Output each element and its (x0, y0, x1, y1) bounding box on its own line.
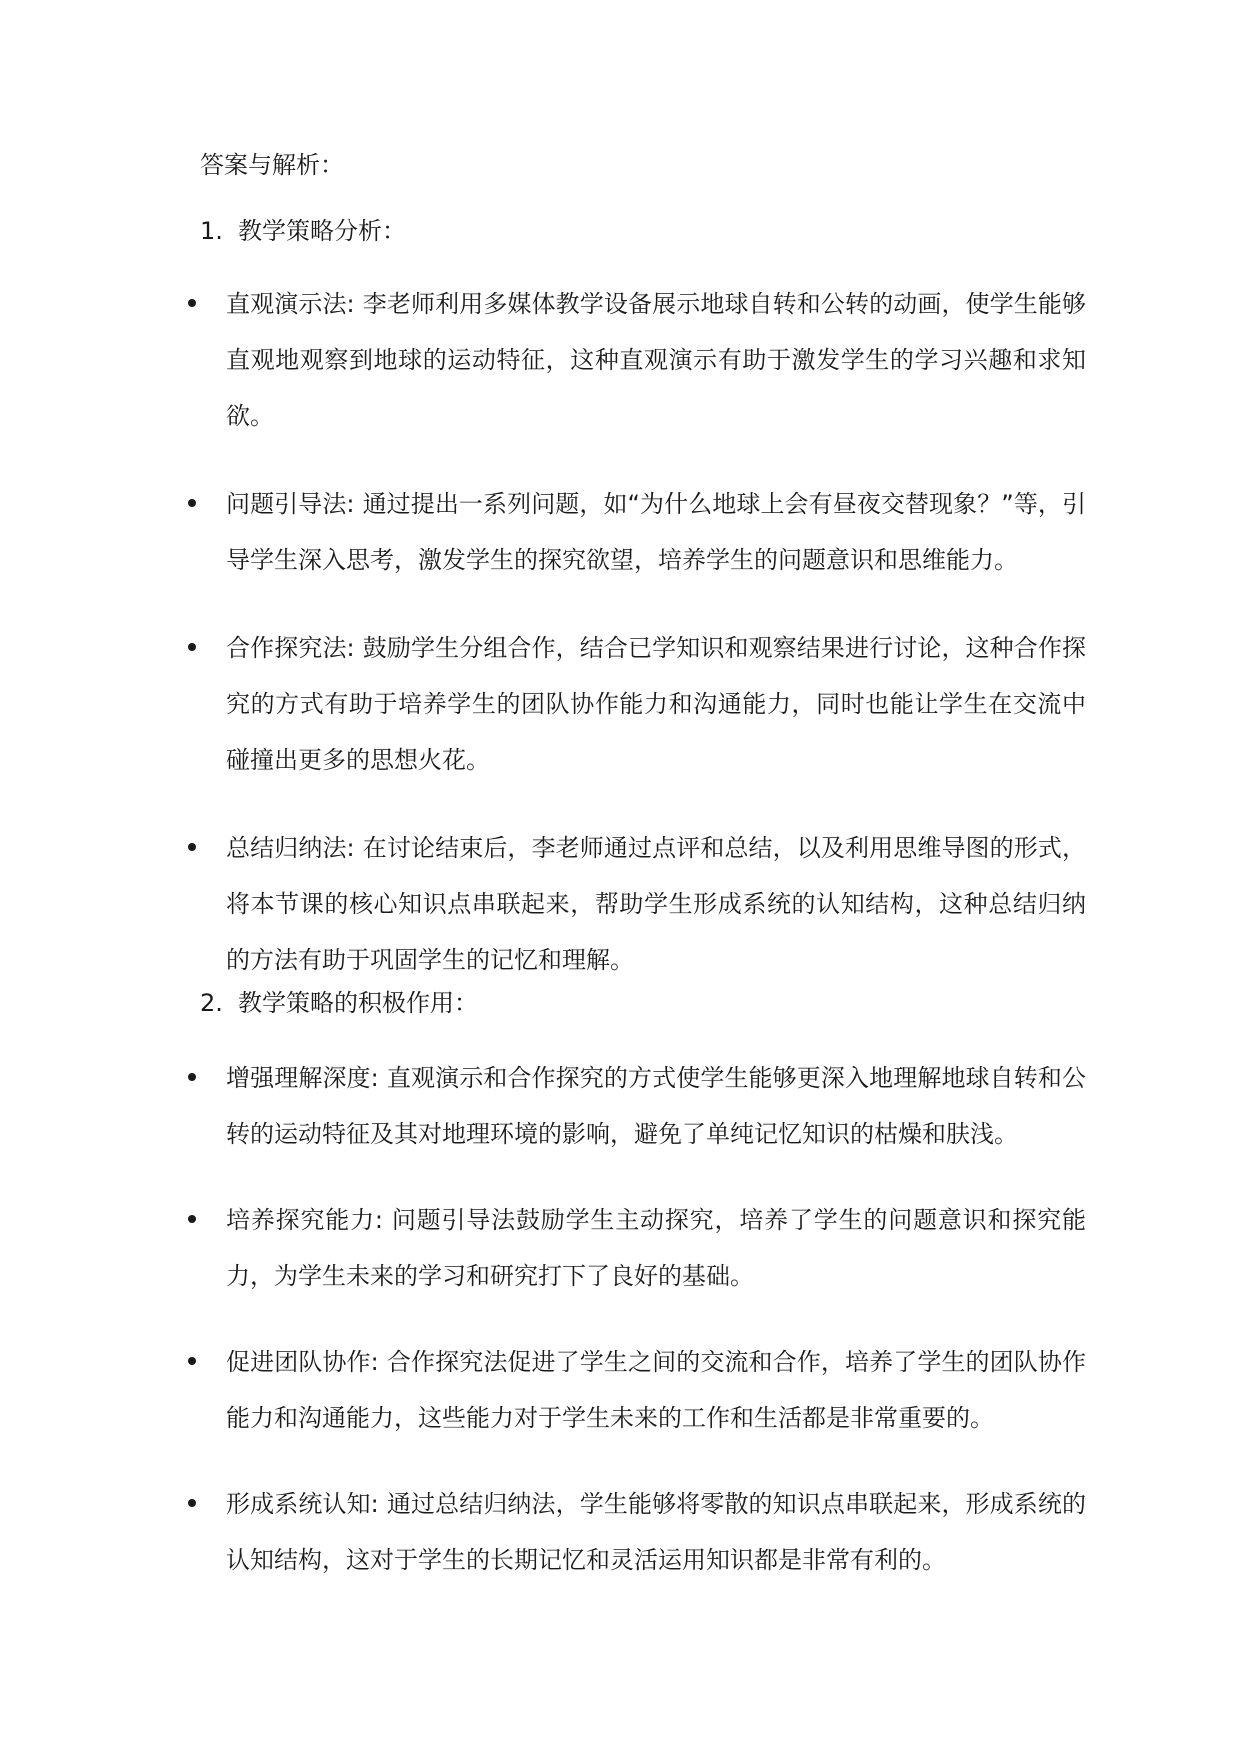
bullet-icon (188, 643, 196, 651)
section-2-title: 教学策略的积极作用： (238, 989, 478, 1017)
section-1-list (0, 276, 1241, 1020)
item-term: 直观演示法: (226, 290, 355, 318)
item-text: 直观演示和合作探究的方式使学生能够更深入地理解地球自转和公转的运动特征及其对地理环境的影响，避免了单纯记忆知识的枯燥和肤浅。 (226, 1064, 1087, 1148)
list-item (0, 276, 1086, 444)
item-text: 通过总结归纳法，学生能够将零散的知识点串联起来，形成系统的认知结构，这对于学生的长期记忆和灵活运用知识都是非常有利的。 (226, 1490, 1087, 1574)
section-2-list (0, 1050, 1241, 1618)
item-term: 促进团队协作: (226, 1348, 379, 1376)
list-item (0, 820, 1086, 988)
list-item (0, 1192, 1086, 1304)
list-item (0, 1050, 1086, 1162)
list-item (0, 1476, 1086, 1588)
section-1-title: 教学策略分析： (238, 217, 406, 245)
item-text: 在讨论结束后，李老师通过点评和总结，以及利用思维导图的形式，将本节课的核心知识点串联起来，帮助学生形成系统的认知结构，这种总结归纳的方法有助于巩固学生的记忆和理解。 (226, 834, 1087, 974)
item-text: 问题引导法鼓励学生主动探究，培养了学生的问题意识和探究能力，为学生未来的学习和研究打下了良好的基础。 (226, 1206, 1086, 1290)
section-2-heading (200, 986, 478, 1020)
list-item (0, 476, 1086, 588)
bullet-icon (188, 843, 196, 851)
item-term: 总结归纳法: (226, 834, 355, 862)
item-text: 合作探究法促进了学生之间的交流和合作，培养了学生的团队协作能力和沟通能力，这些能力对于学生未来的工作和生活都是非常重要的。 (226, 1348, 1087, 1432)
item-term: 问题引导法: (226, 490, 355, 518)
item-term: 形成系统认知: (226, 1490, 379, 1518)
item-text: 鼓励学生分组合作，结合已学知识和观察结果进行讨论，这种合作探究的方式有助于培养学生的团队协作能力和沟通能力，同时也能让学生在交流中碰撞出更多的思想火花。 (226, 634, 1087, 774)
list-item (0, 620, 1086, 788)
list-item (0, 1334, 1086, 1446)
item-term: 培养探究能力: (226, 1206, 384, 1234)
section-1-number: 1. (200, 217, 223, 245)
bullet-icon (188, 1499, 196, 1507)
answer-heading: 答案与解析： (200, 151, 344, 179)
item-text: 通过提出一系列问题，如“为什么地球上会有昼夜交替现象？”等，引导学生深入思考，激发学生的探究欲望，培养学生的问题意识和思维能力。 (226, 490, 1086, 574)
bullet-icon (188, 299, 196, 307)
section-1-heading (200, 214, 406, 248)
item-term: 增强理解深度: (226, 1064, 379, 1092)
section-2-number: 2. (200, 989, 223, 1017)
bullet-icon (188, 1357, 196, 1365)
item-term: 合作探究法: (226, 634, 355, 662)
bullet-icon (188, 1073, 196, 1081)
bullet-icon (188, 1215, 196, 1223)
bullet-icon (188, 499, 196, 507)
item-text: 李老师利用多媒体教学设备展示地球自转和公转的动画，使学生能够直观地观察到地球的运动特征，这种直观演示有助于激发学生的学习兴趣和求知欲。 (226, 290, 1087, 430)
